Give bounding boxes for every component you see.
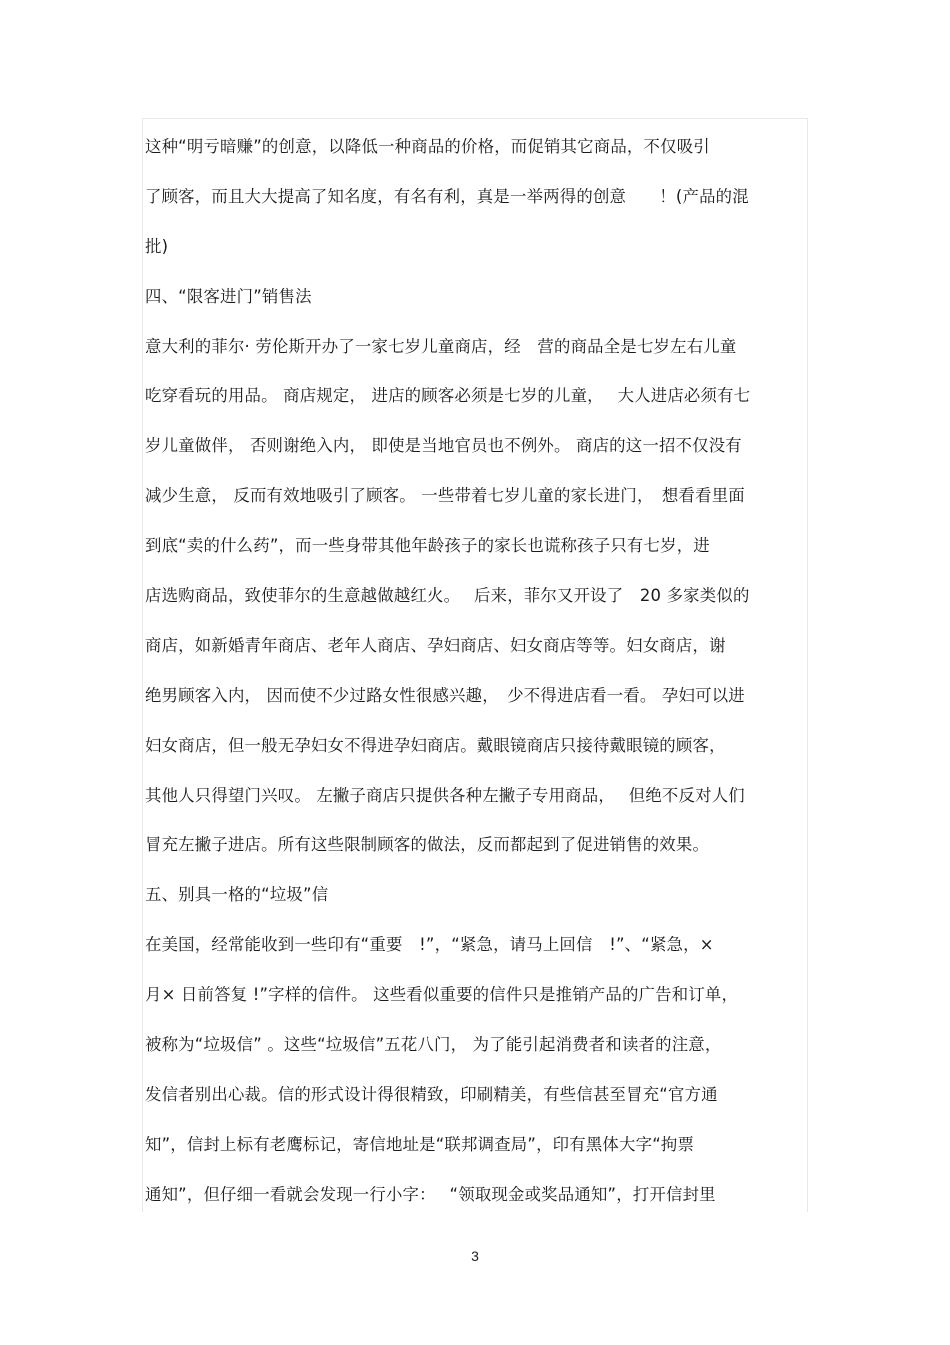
text-line: 商店，如新婚青年商店、老年人商店、孕妇商店、妇女商店等等。妇女商店，谢 [145, 635, 726, 655]
text-line: 吃穿看玩的用品。 商店规定， 进店的顾客必须是七岁的儿童， 大人进店必须有七 [145, 386, 751, 406]
text-line: 冒充左撇子进店。所有这些限制顾客的做法，反而都起到了促进销售的效果。 [145, 835, 710, 855]
text-line: 店选购商品，致使菲尔的生意越做越红火。 后来，菲尔又开设了 20 多家类似的 [145, 586, 750, 606]
section-heading: 四、“限客进门”销售法 [145, 286, 312, 306]
text-line: 意大利的菲尔· 劳伦斯开办了一家七岁儿童商店，经 营的商品全是七岁左右儿童 [145, 336, 737, 356]
text-line: 在美国，经常能收到一些印有“重要 !”，“紧急，请马上回信 !”、“紧急，× [145, 935, 714, 955]
document-body [145, 122, 807, 1220]
text-line: 被称为“垃圾信” 。这些“垃圾信”五花八门， 为了能引起消费者和读者的注意， [145, 1035, 722, 1055]
text-line: 到底“卖的什么药”，而一些身带其他年龄孩子的家长也谎称孩子只有七岁，进 [145, 536, 710, 556]
text-line: 知”，信封上标有老鹰标记，寄信地址是“联邦调查局”，印有黑体大字“拘票 [145, 1134, 695, 1154]
text-line: 绝男顾客入内， 因而使不少过路女性很感兴趣， 少不得进店看一看。 孕妇可以进 [145, 685, 745, 705]
text-line: 批) [145, 236, 169, 256]
text-line: 岁儿童做伴， 否则谢绝入内， 即使是当地官员也不例外。 商店的这一招不仅没有 [145, 436, 742, 456]
page-number: 3 [471, 1248, 479, 1264]
text-line: 了顾客，而且大大提高了知名度，有名有利，真是一举两得的创意 ！(产品的混 [145, 186, 749, 206]
text-line: 其他人只得望门兴叹。 左撇子商店只提供各种左撇子专用商品， 但绝不反对人们 [145, 785, 745, 805]
text-line: 通知”，但仔细一看就会发现一行小字： “领取现金或奖品通知”，打开信封里 [145, 1184, 716, 1204]
section-heading: 五、别具一格的“垃圾”信 [145, 885, 329, 905]
text-line: 发信者别出心裁。信的形式设计得很精致，印刷精美，有些信甚至冒充“官方通 [145, 1084, 718, 1104]
text-line: 减少生意， 反而有效地吸引了顾客。 一些带着七岁儿童的家长进门， 想看看里面 [145, 486, 745, 506]
text-line: 妇女商店，但一般无孕妇女不得进孕妇商店。戴眼镜商店只接待戴眼镜的顾客， [145, 735, 726, 755]
text-line: 月× 日前答复 !”字样的信件。 这些看似重要的信件只是推销产品的广告和订单， [145, 985, 739, 1005]
text-line: 这种“明亏暗赚”的创意，以降低一种商品的价格，而促销其它商品，不仅吸引 [145, 137, 710, 156]
